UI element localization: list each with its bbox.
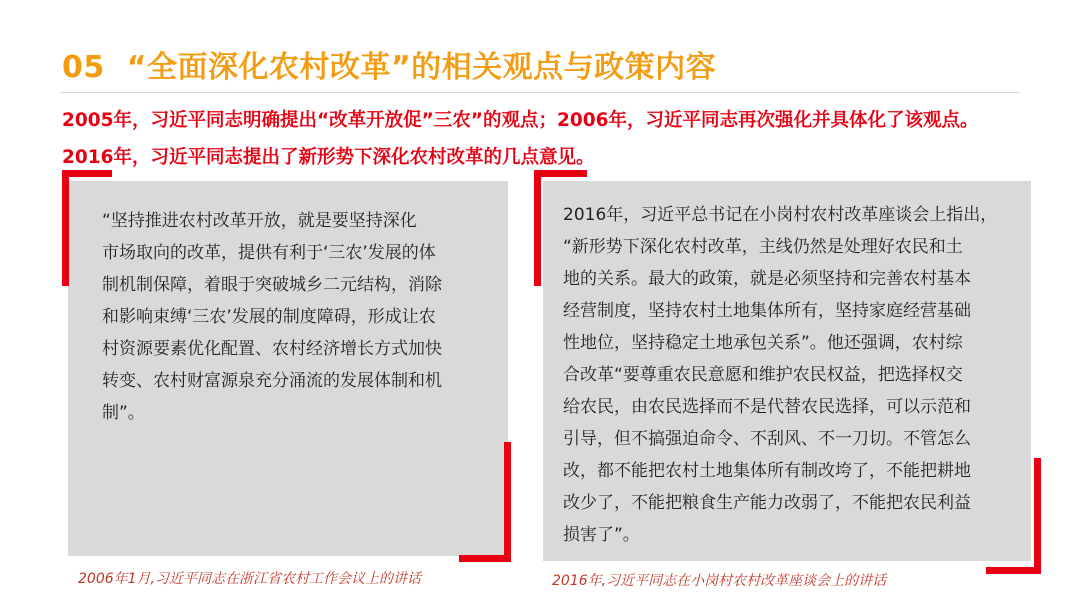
section-title-text: “全面深化农村改革”的相关观点与政策内容 (126, 50, 717, 85)
quote-box-2006-top-left-bracket (62, 170, 112, 177)
quote-box-2016-right-bracket (1034, 458, 1041, 574)
caption-2006: 2006年1月,习近平同志在浙江省农村工作会议上的讲话 (78, 571, 421, 587)
quote-text-2016: 2016年，习近平总书记在小岗村农村改革座谈会上指出， “新形势下深化农村改革，主线仍然是处理好农民和土 地的关系。最大的政策，就是必须坚持和完善农村基本 经营制度，坚持农村土地集体所有，坚持家庭经营基础 性地位，坚持稳定土地承包关系”。他还强调，农村综 合改革“要尊重农民意愿和维护农民权益，把选择权交 给农民，由农民选择而不是代替农民选择，可以示范和 引导，但不搞强迫命令、不刮风、不一刀切。不管怎么 改，都不能把农村土地集体所有制改垮了，不能把耕地 改少了，不能把粮食生产能力改弱了，不能把农民利益 损害了”。 (563, 205, 998, 545)
caption-2016: 2016年,习近平同志在小岗村农村改革座谈会上的讲话 (552, 573, 887, 589)
page-title (62, 42, 962, 86)
quote-text-2006: “坚持推进农村改革开放，就是要坚持深化 市场取向的改革，提供有利于‘三农’发展的体 制机制保障，着眼于突破城乡二元结构，消除 和影响束缚‘三农’发展的制度障碍，形成让农 村资源要素优化配置、农村经济增长方式加快 转变、农村财富源泉充分涌流的发展体制和机 制”。 (102, 211, 442, 423)
quote-box-2006-right-bracket (504, 442, 511, 562)
quote-box-2006-bottom-right-bracket (459, 555, 511, 562)
quote-box-2016-left-bracket (534, 170, 541, 286)
intro-line-1: 2005年，习近平同志明确提出“改革开放促”三农”的观点；2006年，习近平同志再次强化并具体化了该观点。 (62, 110, 979, 131)
quote-box-2006 (68, 181, 508, 556)
quote-box-2016 (543, 181, 1031, 561)
intro-line-2: 2016年，习近平同志提出了新形势下深化农村改革的几点意见。 (62, 147, 595, 168)
title-divider (60, 92, 1020, 93)
quote-box-2016-bottom-right-bracket (986, 567, 1041, 574)
quote-box-2016-top-left-bracket (534, 170, 587, 177)
section-number: 05 (62, 50, 105, 85)
quote-box-2006-left-bracket (62, 170, 69, 286)
